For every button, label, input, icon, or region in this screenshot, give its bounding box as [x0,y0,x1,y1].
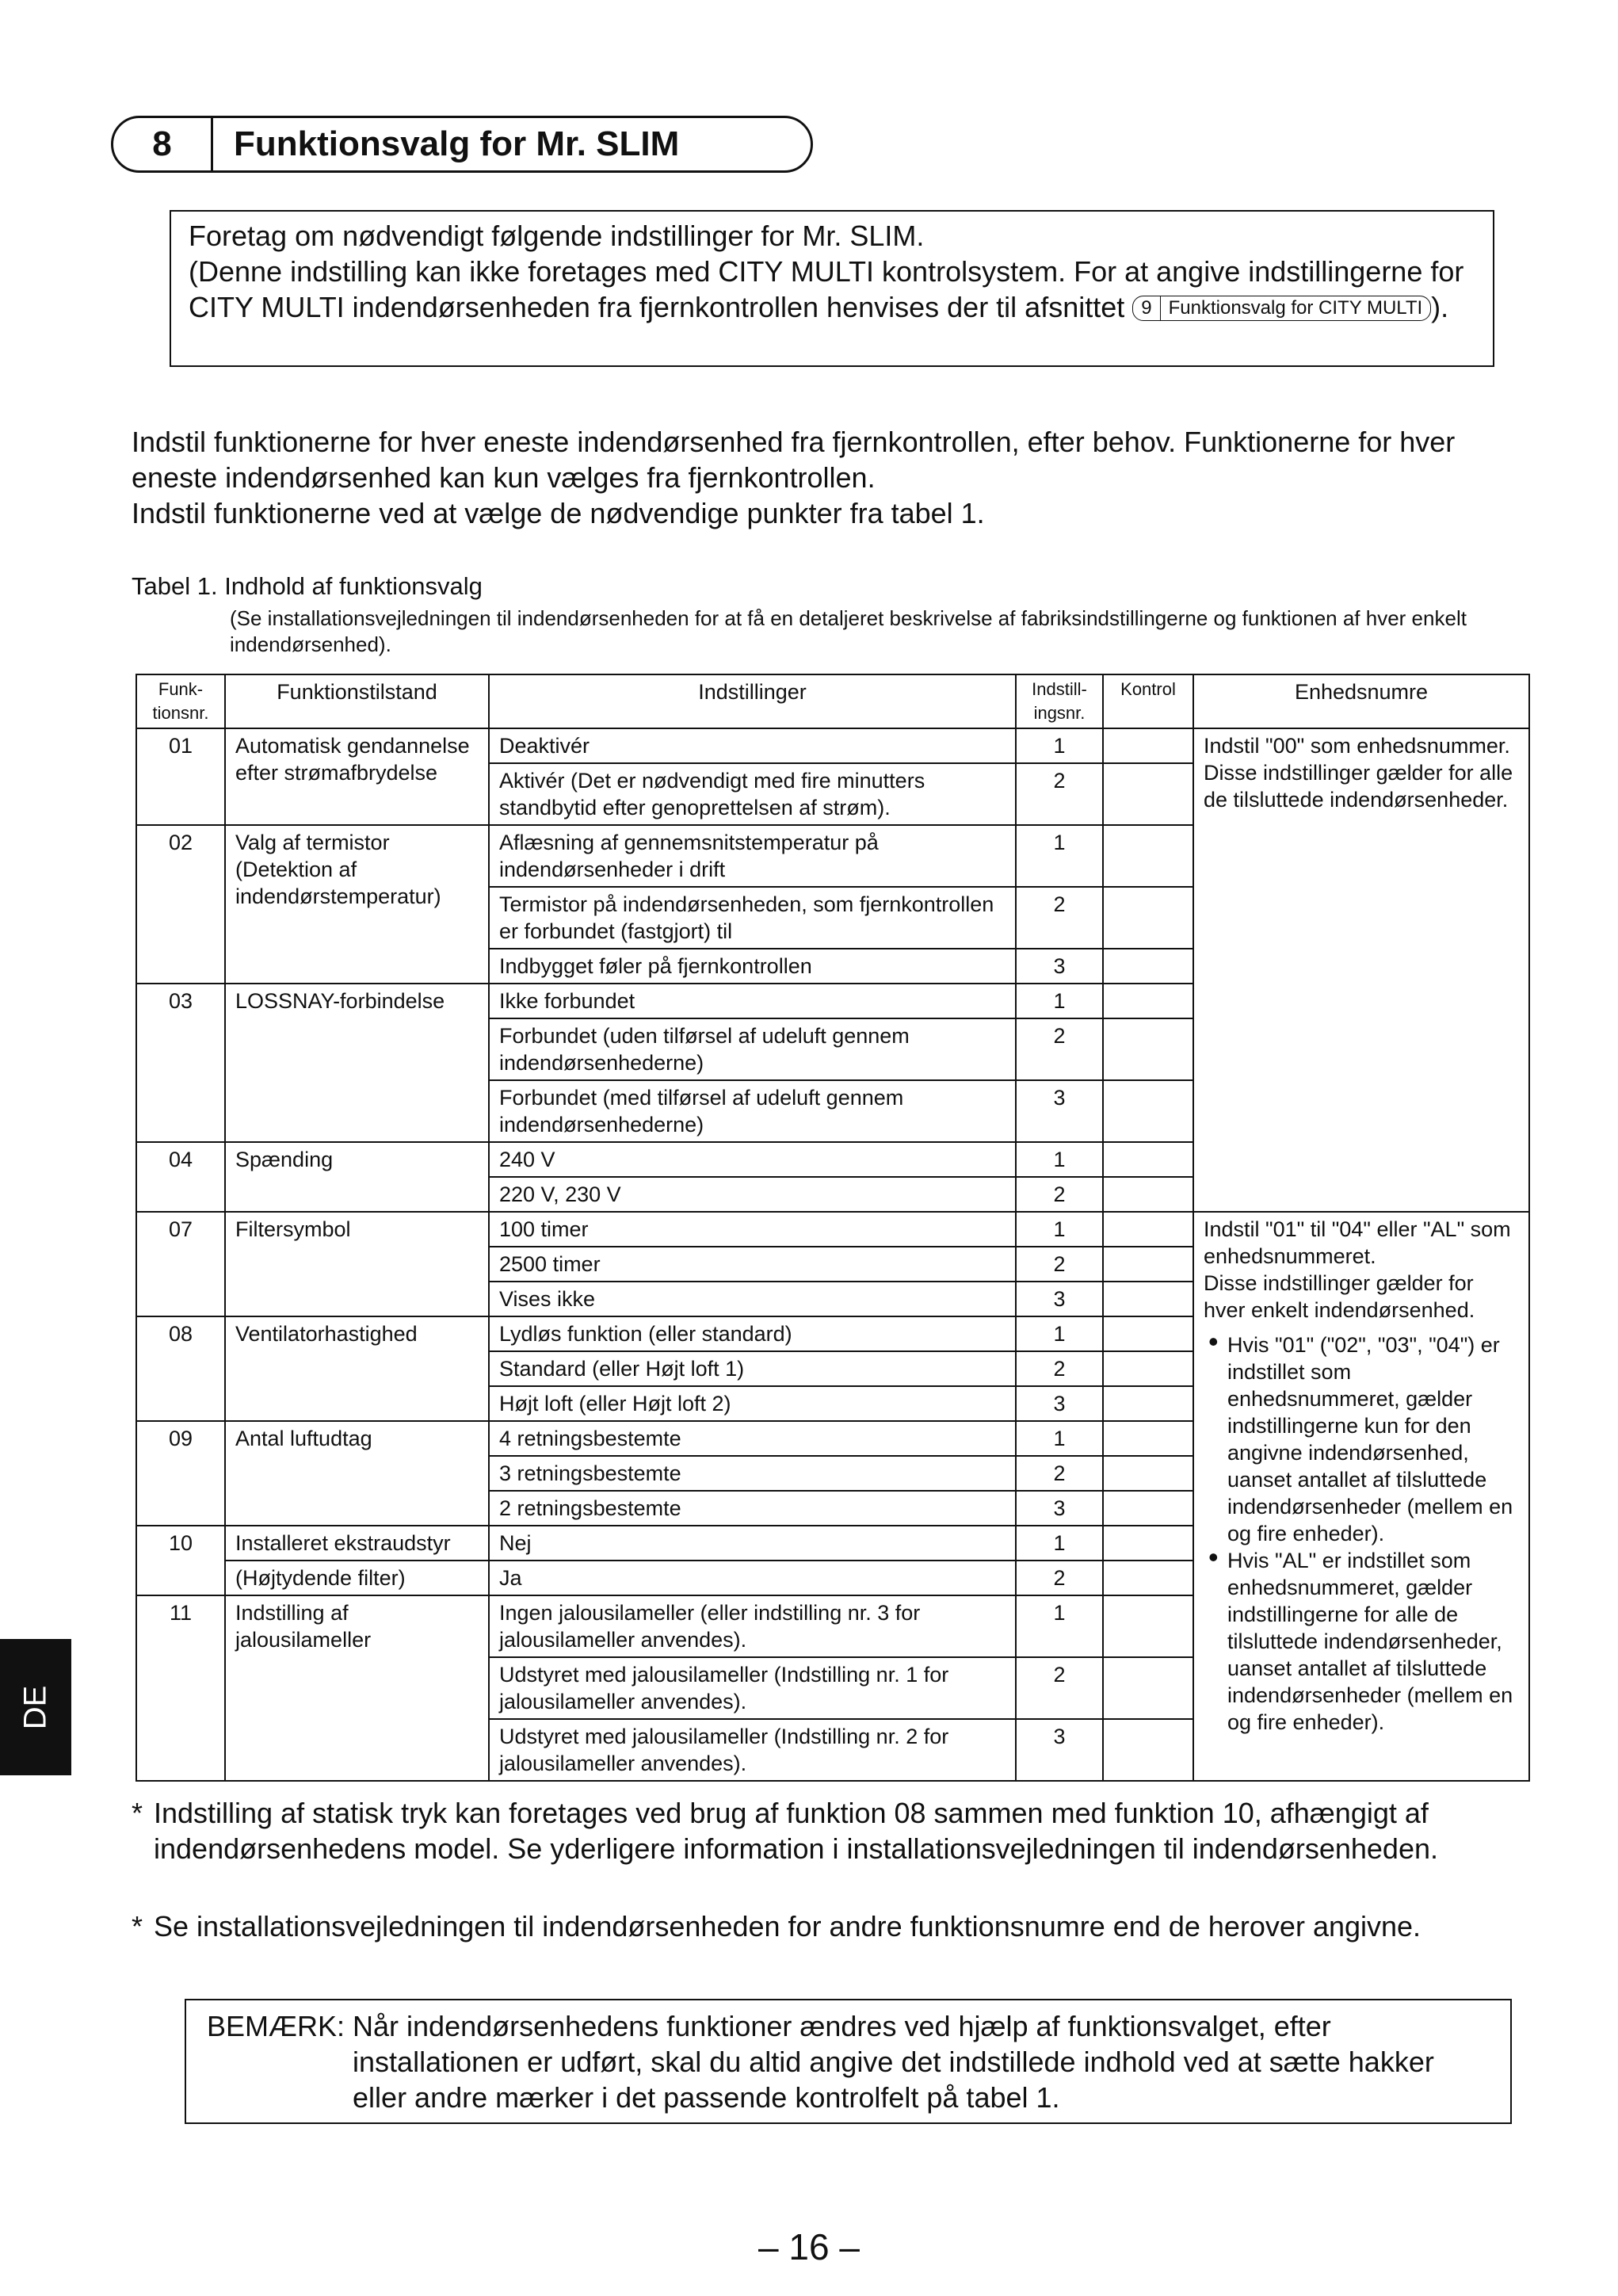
control-checkbox-cell[interactable] [1103,1491,1193,1526]
func-nr-cell: 10 [136,1526,225,1595]
func-nr-cell: 07 [136,1212,225,1316]
note-text: Når indendørsenhedens funktioner ændres ved hjælp af funktionsvalget, efter installationen er udført, skal du altid angive det indstillede indhold ved at sætte hakker eller andre mærker i det passende kontrolfelt på tabel 1. [353,2010,1434,2114]
control-checkbox-cell[interactable] [1103,763,1193,825]
setting-cell: Ikke forbundet [489,984,1016,1018]
control-checkbox-cell[interactable] [1103,1719,1193,1781]
setting-nr-cell: 1 [1016,1212,1103,1247]
state-cell: (Højtydende filter) [225,1561,489,1595]
func-nr-cell: 04 [136,1142,225,1212]
setting-nr-cell: 2 [1016,1657,1103,1719]
setting-cell: Deaktivér [489,728,1016,763]
control-checkbox-cell[interactable] [1103,1657,1193,1719]
body-line-2: Indstil funktionerne ved at vælge de nødvendige punkter fra tabel 1. [132,497,985,529]
control-checkbox-cell[interactable] [1103,1421,1193,1456]
setting-nr-cell: 3 [1016,1282,1103,1316]
control-checkbox-cell[interactable] [1103,1282,1193,1316]
unit-bullet-2: • Hvis "AL" er indstillet som enhedsnummeret, gælder indstillingerne for alle de tilsluttede indendørsenheder, uanset antallet af tilsluttede indendørsenheder (mellem en og fire enheder). [1204,1547,1519,1736]
setting-cell: Standard (eller Højt loft 1) [489,1351,1016,1386]
control-checkbox-cell[interactable] [1103,1456,1193,1491]
page-number: – 16 – [758,2226,860,2267]
function-table [135,674,1530,1782]
setting-cell: Nej [489,1526,1016,1561]
setting-nr-cell: 1 [1016,1526,1103,1561]
setting-cell: Højt loft (eller Højt loft 2) [489,1386,1016,1421]
table-header-row [136,674,1529,728]
setting-nr-cell: 2 [1016,1456,1103,1491]
intro-line-end: ). [1431,291,1449,323]
setting-nr-cell: 2 [1016,1247,1103,1282]
setting-cell: 100 timer [489,1212,1016,1247]
setting-cell: Termistor på indendørsenheden, som fjernkontrollen er forbundet (fastgjort) til [489,887,1016,949]
header-control: Kontrol [1103,674,1193,728]
setting-nr-cell: 3 [1016,1719,1103,1781]
footnote-1-text: Indstilling af statisk tryk kan foretages ved brug af funktion 08 sammen med funktion 10, afhængigt af indendørsenhedens model. Se yderligere information i installationsvejledningen til indendørsenheden. [154,1797,1439,1865]
footnote-1 [132,1795,1534,1866]
reference-number: 9 [1133,296,1160,320]
setting-nr-cell: 2 [1016,1018,1103,1080]
setting-nr-cell: 1 [1016,984,1103,1018]
func-nr-cell: 09 [136,1421,225,1526]
section-header [111,116,813,173]
header-settings: Indstillinger [489,674,1016,728]
table-caption: Tabel 1. Indhold af funktionsvalg [132,572,483,600]
setting-cell: 2500 timer [489,1247,1016,1282]
setting-cell: 4 retningsbestemte [489,1421,1016,1456]
control-checkbox-cell[interactable] [1103,887,1193,949]
setting-nr-cell: 1 [1016,1421,1103,1456]
setting-cell: Indbygget føler på fjernkontrollen [489,949,1016,984]
control-checkbox-cell[interactable] [1103,1080,1193,1142]
state-cell: Antal luftudtag [225,1421,489,1526]
setting-nr-cell: 1 [1016,728,1103,763]
body-text [132,424,1526,531]
setting-cell: Lydløs funktion (eller standard) [489,1316,1016,1351]
header-unit-nums: Enhedsnumre [1193,674,1529,728]
state-cell: Filtersymbol [225,1212,489,1316]
state-cell: Ventilatorhastighed [225,1316,489,1421]
control-checkbox-cell[interactable] [1103,1526,1193,1561]
control-checkbox-cell[interactable] [1103,1247,1193,1282]
setting-nr-cell: 1 [1016,1316,1103,1351]
setting-cell: Vises ikke [489,1282,1016,1316]
unit-note-each [1193,1212,1529,1781]
footnote-star: * [132,1910,143,1943]
intro-box [170,210,1494,367]
control-checkbox-cell[interactable] [1103,825,1193,887]
setting-nr-cell: 3 [1016,1386,1103,1421]
setting-cell: Aflæsning af gennemsnitstemperatur på indendørsenheder i drift [489,825,1016,887]
control-checkbox-cell[interactable] [1103,1386,1193,1421]
unit-note-all: Indstil "00" som enhedsnummer. Disse indstillinger gælder for alle de tilsluttede indendørsenheder. [1193,728,1529,1212]
control-checkbox-cell[interactable] [1103,1595,1193,1657]
setting-cell: Udstyret med jalousilameller (Indstilling nr. 1 for jalousilameller anvendes). [489,1657,1016,1719]
setting-nr-cell: 1 [1016,1142,1103,1177]
setting-cell: 240 V [489,1142,1016,1177]
func-nr-cell: 01 [136,728,225,825]
setting-cell: Udstyret med jalousilameller (Indstilling nr. 2 for jalousilameller anvendes). [489,1719,1016,1781]
control-checkbox-cell[interactable] [1103,1561,1193,1595]
setting-nr-cell: 2 [1016,887,1103,949]
footnote-2-text: Se installationsvejledningen til indendørsenheden for andre funktionsnumre end de herover angivne. [154,1910,1421,1943]
note-box [185,1999,1512,2124]
setting-nr-cell: 3 [1016,949,1103,984]
table-row [136,728,1529,763]
unit-note-each-text: Indstil "01" til "04" eller "AL" som enhedsnummeret. Disse indstillinger gælder for hver enkelt indendørsenhed. [1204,1217,1511,1322]
control-checkbox-cell[interactable] [1103,1316,1193,1351]
control-checkbox-cell[interactable] [1103,1018,1193,1080]
setting-nr-cell: 2 [1016,763,1103,825]
setting-cell: 220 V, 230 V [489,1177,1016,1212]
header-state: Funktionstilstand [225,674,489,728]
state-cell: Spænding [225,1142,489,1212]
state-cell: Installeret ekstraudstyr [225,1526,489,1561]
note-label: BEMÆRK: [207,2010,345,2042]
func-nr-cell: 03 [136,984,225,1142]
setting-nr-cell: 1 [1016,1595,1103,1657]
control-checkbox-cell[interactable] [1103,1177,1193,1212]
footnote-2 [132,1908,1534,1944]
table-row [136,1212,1529,1247]
unit-bullet-1: • Hvis "01" ("02", "03", "04") er indstillet som enhedsnummeret, gælder indstillingerne kun for den angivne indendørsenhed, uanset antallet af tilsluttede indendørsenheder (mellem en og fire enheder). [1204,1331,1519,1547]
setting-nr-cell: 3 [1016,1491,1103,1526]
setting-nr-cell: 2 [1016,1177,1103,1212]
func-nr-cell: 02 [136,825,225,984]
control-checkbox-cell[interactable] [1103,949,1193,984]
setting-nr-cell: 1 [1016,825,1103,887]
intro-line-2: (Denne indstilling kan ikke foretages med CITY MULTI kontrolsystem. For at angive indstillingerne for CITY MULTI indendørsenheden fra fjernkontrollen henvises der til afsnittet 9 Funktionsvalg for CITY MULTI ). [189,255,1464,323]
state-cell: LOSSNAY-forbindelse [225,984,489,1142]
state-cell: Automatisk gendannelse efter strømafbrydelse [225,728,489,825]
control-checkbox-cell[interactable] [1103,1351,1193,1386]
reference-label: Funktionsvalg for CITY MULTI [1168,297,1423,319]
func-nr-cell: 11 [136,1595,225,1781]
section-title: Funktionsvalg for Mr. SLIM [234,124,680,163]
intro-line-1: Foretag om nødvendigt følgende indstillinger for Mr. SLIM. [189,220,925,252]
control-checkbox-cell[interactable] [1103,984,1193,1018]
state-cell: Indstilling af jalousilameller [225,1595,489,1781]
setting-nr-cell: 3 [1016,1080,1103,1142]
setting-cell: Ingen jalousilameller (eller indstilling nr. 3 for jalousilameller anvendes). [489,1595,1016,1657]
state-cell: Valg af termistor (Detektion af indendørstemperatur) [225,825,489,984]
setting-cell: Ja [489,1561,1016,1595]
setting-nr-cell: 2 [1016,1561,1103,1595]
section-reference [1132,296,1431,321]
table-note: (Se installationsvejledningen til indendørsenheden for at få en detaljeret beskrivelse af fabriksindstillingerne og funktionen af hver enkelt indendørsenhed). [230,606,1467,656]
body-line-1: Indstil funktionerne for hver eneste indendørsenhed fra fjernkontrollen, efter behov. Funktionerne for hver eneste indendørsenhed kan kun vælges fra fjernkontrollen. [132,426,1456,494]
control-checkbox-cell[interactable] [1103,1142,1193,1177]
section-number: 8 [113,118,213,170]
footnote-star: * [132,1797,143,1829]
header-func-nr: Funk- tionsnr. [136,674,225,728]
setting-cell: Forbundet (uden tilførsel af udeluft gennem indendørsenhederne) [489,1018,1016,1080]
control-checkbox-cell[interactable] [1103,1212,1193,1247]
control-checkbox-cell[interactable] [1103,728,1193,763]
language-tab-label: DE [17,1685,53,1729]
header-setting-nr: Indstill- ingsnr. [1016,674,1103,728]
setting-cell: Aktivér (Det er nødvendigt med fire minutters standbytid efter genoprettelsen af strøm). [489,763,1016,825]
setting-cell: 3 retningsbestemte [489,1456,1016,1491]
setting-cell: Forbundet (med tilførsel af udeluft gennem indendørsenhederne) [489,1080,1016,1142]
setting-cell: 2 retningsbestemte [489,1491,1016,1526]
func-nr-cell: 08 [136,1316,225,1421]
setting-nr-cell: 2 [1016,1351,1103,1386]
unit-note-bullets [1204,1331,1519,1736]
language-tab [0,1639,71,1775]
